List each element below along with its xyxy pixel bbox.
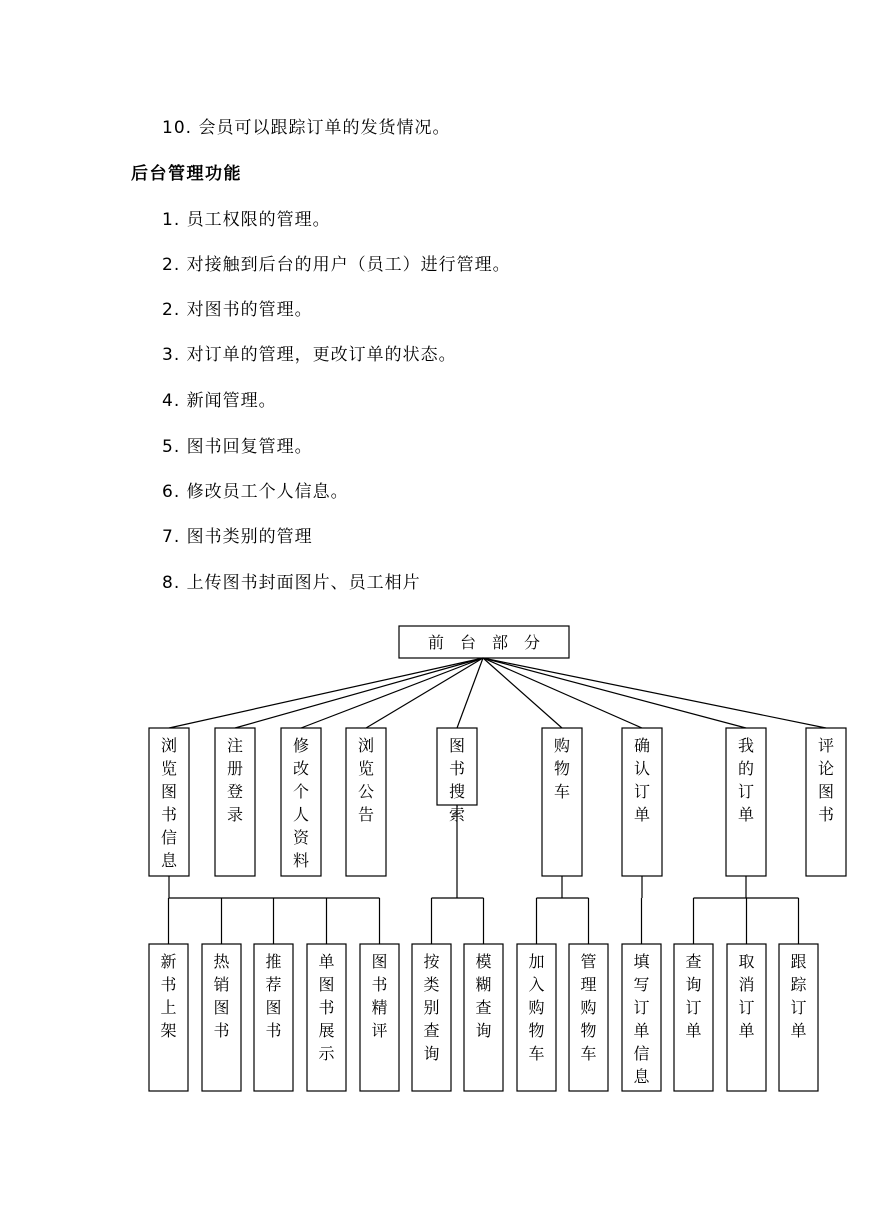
level1-label-1-char: 信 bbox=[160, 828, 178, 847]
level1-label-6-char: 物 bbox=[553, 759, 571, 778]
level2-label-8-2-char: 取 bbox=[738, 952, 755, 971]
level2-label-8-3-char: 订 bbox=[790, 998, 807, 1017]
level1-label-7-char: 确 bbox=[633, 736, 651, 755]
level2-label-1-3-char: 书 bbox=[265, 1021, 282, 1040]
section-heading: 后台管理功能 bbox=[131, 164, 242, 184]
level2-label-1-1-char: 新 bbox=[160, 952, 177, 971]
level2-label-8-3-char: 跟 bbox=[790, 952, 807, 971]
level2-label-8-2-char: 订 bbox=[738, 998, 755, 1017]
level2-label-1-1-char: 上 bbox=[160, 998, 177, 1017]
root-to-4-connector bbox=[366, 658, 483, 728]
level2-label-7-1-char: 填 bbox=[633, 952, 650, 971]
level2-label-1-2-char: 销 bbox=[213, 975, 230, 994]
level1-label-4-char: 览 bbox=[357, 759, 375, 778]
level2-label-7-1-char: 订 bbox=[633, 998, 650, 1017]
level1-label-3-char: 资 bbox=[292, 828, 310, 847]
level1-label-7-char: 单 bbox=[633, 805, 651, 824]
level2-label-1-2-char: 图 bbox=[213, 998, 230, 1017]
level1-label-6-char: 购 bbox=[553, 736, 571, 755]
level1-label-9-char: 图 bbox=[817, 782, 835, 801]
level1-label-1-char: 图 bbox=[160, 782, 178, 801]
level2-label-1-2-char: 热 bbox=[213, 952, 230, 971]
admin-item-6: 6. 修改员工个人信息。 bbox=[162, 482, 349, 502]
item-10: 10. 会员可以跟踪订单的发货情况。 bbox=[162, 118, 451, 138]
level1-label-9-char: 论 bbox=[817, 759, 835, 778]
level2-label-6-1-char: 加 bbox=[528, 952, 545, 971]
admin-item-5: 5. 图书回复管理。 bbox=[162, 437, 313, 457]
level2-label-1-5-char: 书 bbox=[371, 975, 388, 994]
level1-label-7-char: 订 bbox=[633, 782, 651, 801]
level2-label-1-4-char: 书 bbox=[318, 998, 335, 1017]
level1-label-1-char: 息 bbox=[160, 851, 178, 870]
level2-label-5-1-char: 询 bbox=[423, 1044, 440, 1063]
level2-label-1-4-char: 图 bbox=[318, 975, 335, 994]
level2-label-8-1-char: 订 bbox=[685, 998, 702, 1017]
level1-label-8-char: 单 bbox=[737, 805, 755, 824]
level2-label-7-1-char: 信 bbox=[633, 1044, 650, 1063]
level1-label-7-char: 认 bbox=[633, 759, 651, 778]
level2-label-1-5-char: 精 bbox=[371, 998, 388, 1017]
level2-label-1-5-char: 评 bbox=[371, 1021, 388, 1040]
level2-label-7-1-char: 息 bbox=[633, 1067, 650, 1086]
level2-label-5-1-char: 按 bbox=[423, 952, 440, 971]
level1-label-2-char: 录 bbox=[226, 805, 244, 824]
level1-label-2-char: 注 bbox=[226, 736, 244, 755]
level2-label-1-4-char: 展 bbox=[318, 1021, 335, 1040]
level1-label-2-char: 册 bbox=[226, 759, 244, 778]
level1-label-5-char: 图 bbox=[448, 736, 466, 755]
level1-label-3-char: 人 bbox=[292, 805, 310, 824]
level2-label-5-2-char: 糊 bbox=[475, 975, 492, 994]
level2-label-1-4-char: 单 bbox=[318, 952, 335, 971]
level1-label-5-char: 书 bbox=[448, 759, 466, 778]
level2-label-6-1-char: 物 bbox=[528, 1021, 545, 1040]
level2-label-1-3-char: 图 bbox=[265, 998, 282, 1017]
level2-label-6-1-char: 车 bbox=[528, 1044, 545, 1063]
level2-label-5-1-char: 查 bbox=[423, 1021, 440, 1040]
level2-label-8-2-char: 单 bbox=[738, 1021, 755, 1040]
level1-label-3-char: 个 bbox=[292, 782, 310, 801]
level1-label-2-char: 登 bbox=[226, 782, 244, 801]
admin-item-4: 4. 新闻管理。 bbox=[162, 391, 277, 411]
admin-item-2a: 2. 对接触到后台的用户（员工）进行管理。 bbox=[162, 255, 511, 275]
level2-label-1-2-char: 书 bbox=[213, 1021, 230, 1040]
level2-label-5-2-char: 查 bbox=[475, 998, 492, 1017]
level2-label-1-5-char: 图 bbox=[371, 952, 388, 971]
admin-item-3: 3. 对订单的管理，更改订单的状态。 bbox=[162, 345, 457, 365]
level1-label-4-char: 浏 bbox=[357, 736, 375, 755]
level2-label-8-2-char: 消 bbox=[738, 975, 755, 994]
level2-label-7-1-char: 单 bbox=[633, 1021, 650, 1040]
level2-label-6-2-char: 理 bbox=[580, 975, 597, 994]
level2-label-5-2-char: 模 bbox=[475, 952, 492, 971]
level2-label-8-3-char: 踪 bbox=[790, 975, 807, 994]
level2-label-7-1-char: 写 bbox=[633, 975, 650, 994]
level1-label-8-char: 我 bbox=[737, 736, 755, 755]
level2-label-8-3-char: 单 bbox=[790, 1021, 807, 1040]
level2-label-6-2-char: 管 bbox=[580, 952, 597, 971]
level2-label-6-1-char: 入 bbox=[528, 975, 545, 994]
level2-label-6-1-char: 购 bbox=[528, 998, 545, 1017]
admin-item-2b: 2. 对图书的管理。 bbox=[162, 300, 313, 320]
level2-label-6-2-char: 物 bbox=[580, 1021, 597, 1040]
level1-label-8-char: 的 bbox=[737, 759, 755, 778]
root-to-5-connector bbox=[457, 658, 483, 728]
level2-label-6-2-char: 购 bbox=[580, 998, 597, 1017]
level1-label-3-char: 改 bbox=[292, 759, 310, 778]
level2-label-5-2-char: 询 bbox=[475, 1021, 492, 1040]
level1-label-3-char: 料 bbox=[292, 851, 310, 870]
root-to-2-connector bbox=[235, 658, 483, 728]
level1-label-4-char: 告 bbox=[357, 805, 375, 824]
level2-label-8-1-char: 查 bbox=[685, 952, 702, 971]
level2-label-8-1-char: 询 bbox=[685, 975, 702, 994]
level1-label-1-char: 书 bbox=[160, 805, 178, 824]
level1-label-5-char: 索 bbox=[448, 805, 466, 824]
level1-label-8-char: 订 bbox=[737, 782, 755, 801]
level1-label-6-char: 车 bbox=[553, 782, 571, 801]
level1-label-9-char: 评 bbox=[817, 736, 835, 755]
level2-label-1-1-char: 书 bbox=[160, 975, 177, 994]
level1-label-4-char: 公 bbox=[357, 782, 375, 801]
root-to-9-connector bbox=[483, 658, 826, 728]
level2-label-5-1-char: 别 bbox=[423, 998, 440, 1017]
admin-item-8: 8. 上传图书封面图片、员工相片 bbox=[162, 573, 421, 593]
level1-label-9-char: 书 bbox=[817, 805, 835, 824]
level2-label-1-1-char: 架 bbox=[160, 1021, 177, 1040]
admin-item-1: 1. 员工权限的管理。 bbox=[162, 210, 331, 230]
root-to-7-connector bbox=[483, 658, 642, 728]
level2-label-1-4-char: 示 bbox=[318, 1044, 335, 1063]
root-to-1-connector bbox=[169, 658, 483, 728]
admin-item-7: 7. 图书类别的管理 bbox=[162, 527, 313, 547]
level2-label-6-2-char: 车 bbox=[580, 1044, 597, 1063]
level2-label-1-3-char: 荐 bbox=[265, 975, 282, 994]
level2-label-8-1-char: 单 bbox=[685, 1021, 702, 1040]
level1-label-1-char: 浏 bbox=[160, 736, 178, 755]
level1-label-5-char: 搜 bbox=[448, 782, 466, 801]
level1-label-3-char: 修 bbox=[292, 736, 310, 755]
root-label: 前 台 部 分 bbox=[427, 633, 541, 652]
level1-label-1-char: 览 bbox=[160, 759, 178, 778]
level2-label-1-3-char: 推 bbox=[265, 952, 282, 971]
level2-label-5-1-char: 类 bbox=[423, 975, 440, 994]
